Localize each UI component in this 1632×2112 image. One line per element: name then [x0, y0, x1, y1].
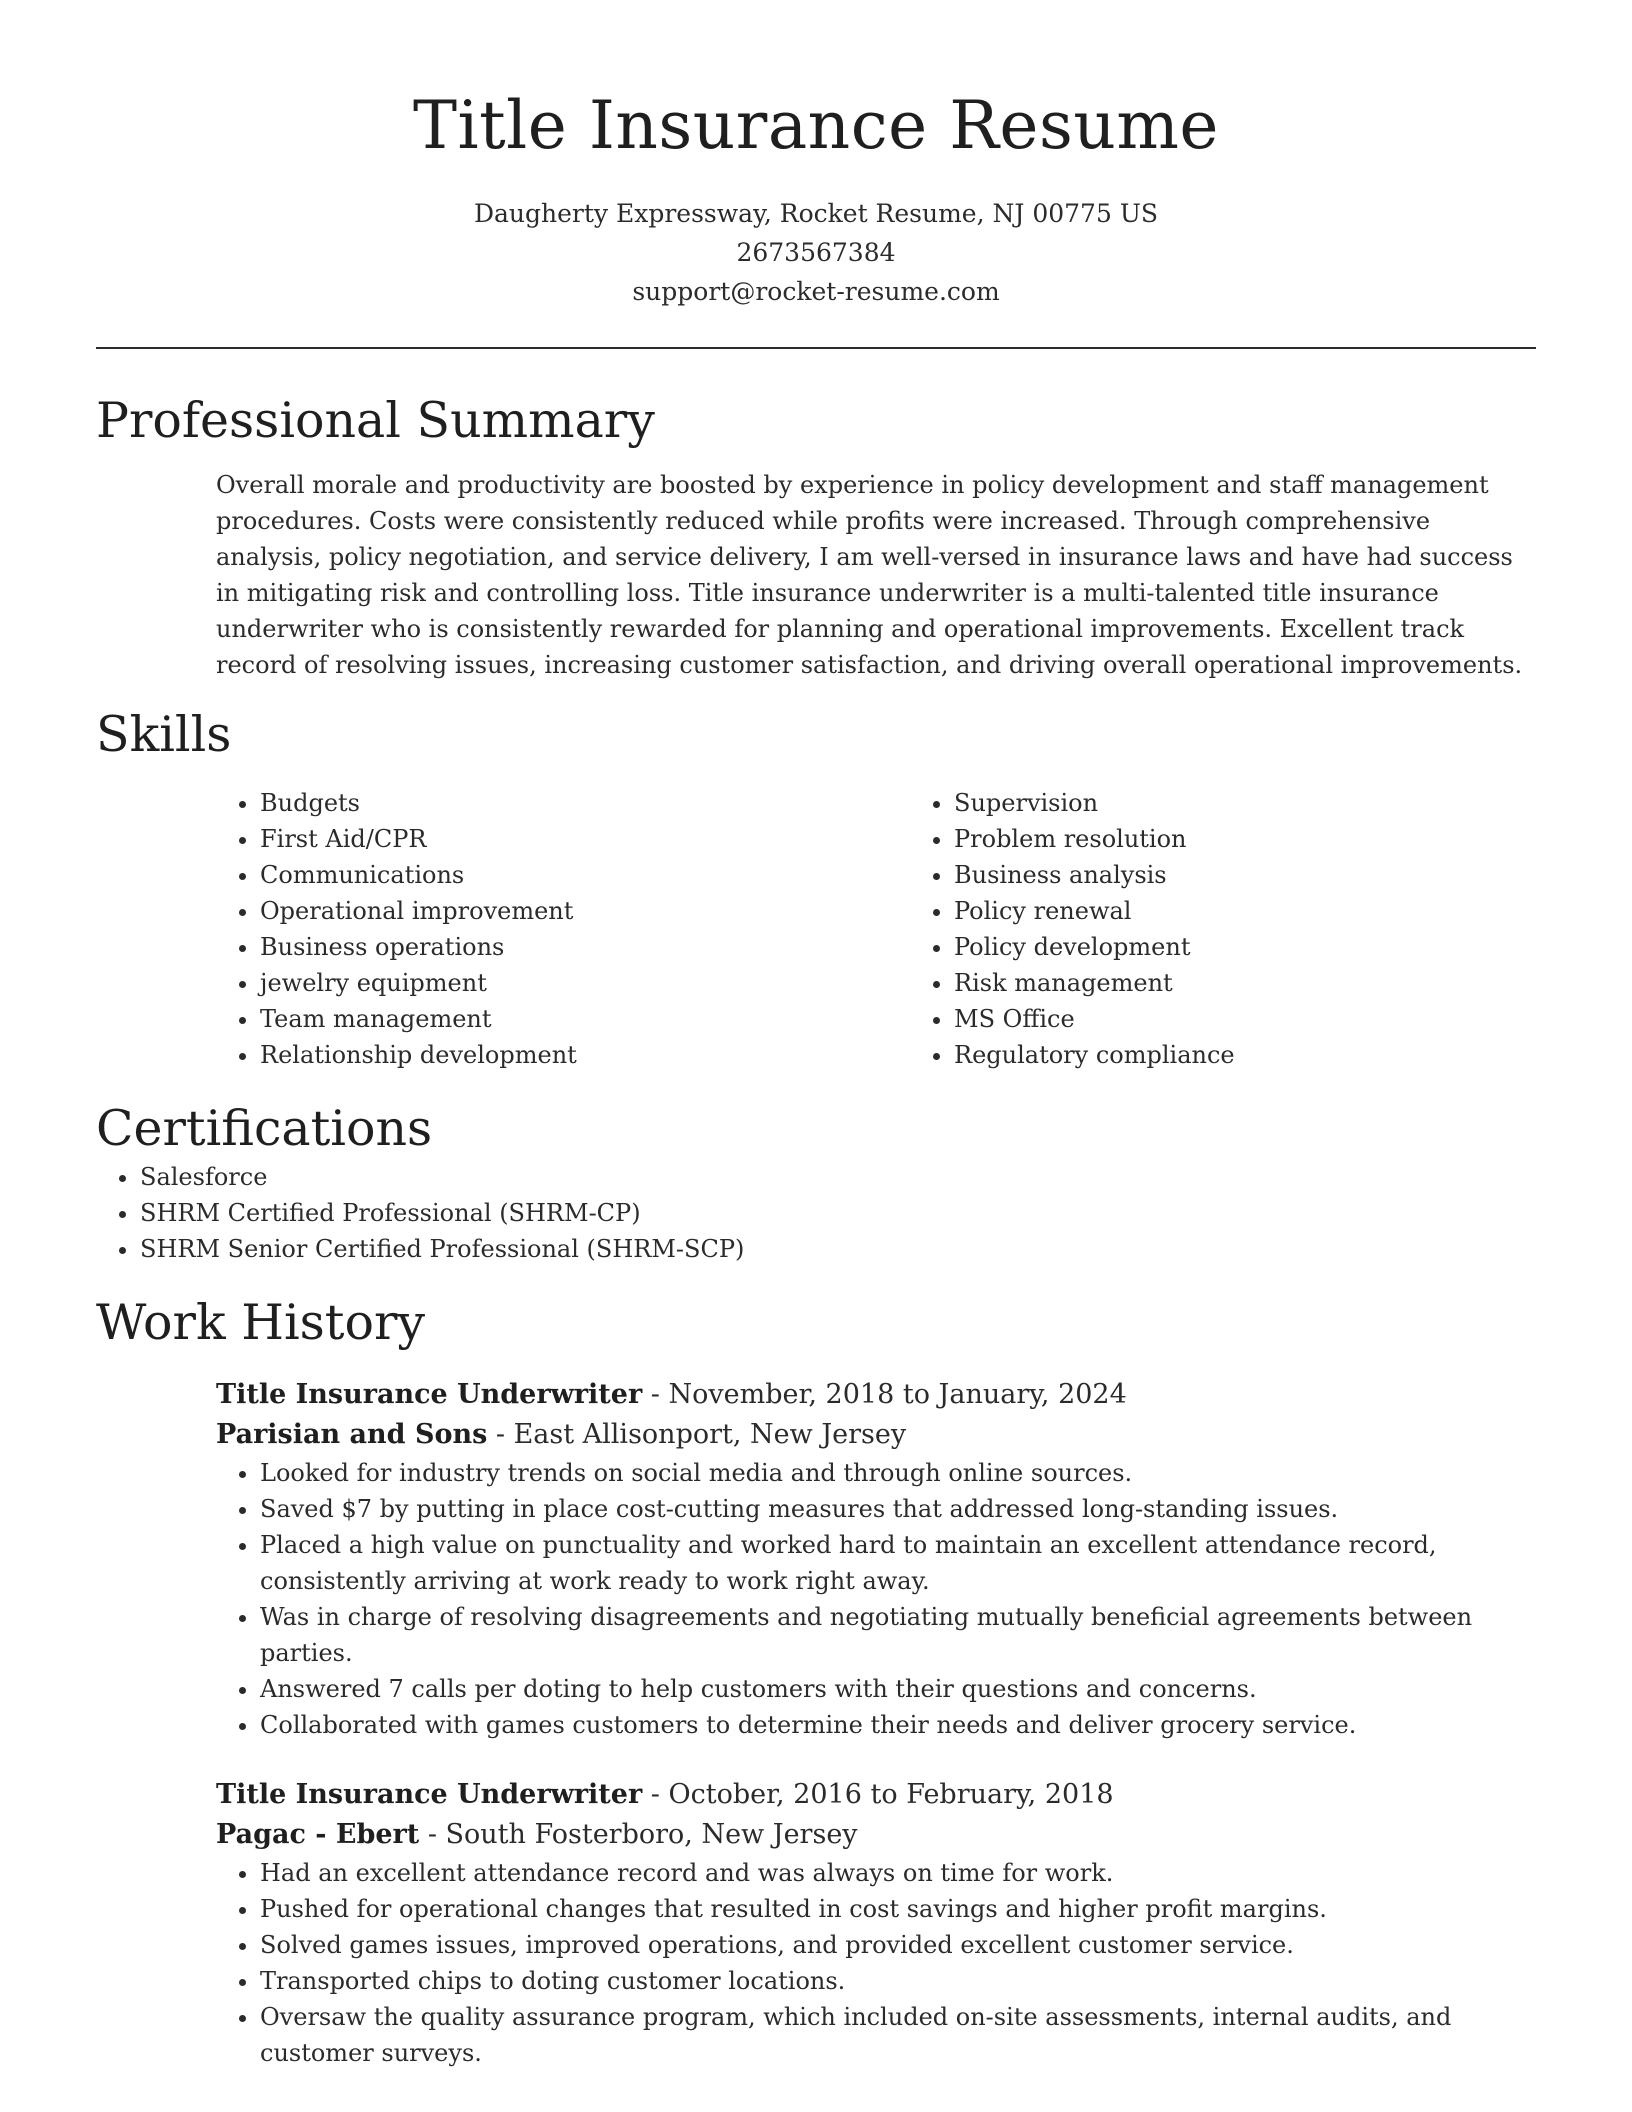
skill-item: • Relationship development [260, 1037, 910, 1073]
skill-item: • Policy renewal [954, 893, 1235, 929]
resume-title: Title Insurance Resume [413, 87, 1219, 164]
summary-section [96, 391, 1536, 683]
certifications-heading: Certifications [96, 1100, 433, 1157]
job-entry [216, 1775, 1536, 2071]
job-role: Title Insurance Underwriter [216, 1779, 643, 1810]
job-location: - East Allisonport, New Jersey [487, 1419, 907, 1450]
job-bullet: • Transported chips to doting customer locations. [260, 1963, 1536, 1999]
skill-item: • Policy development [954, 929, 1235, 965]
job-bullet: • Looked for industry trends on social media and through online sources. [260, 1455, 1536, 1491]
skill-item: • Regulatory compliance [954, 1037, 1235, 1073]
certifications-list [96, 1159, 1536, 1267]
job-bullet: • Had an excellent attendance record and was always on time for work. [260, 1855, 1536, 1891]
job-company: Pagac - Ebert [216, 1819, 420, 1850]
job-location: - South Fosterboro, New Jersey [419, 1819, 858, 1850]
work-history-section [96, 1293, 1536, 2071]
job-bullet: • Placed a high value on punctuality and worked hard to maintain an excellent attendance record, consistently arriving at work ready to work right away. [260, 1527, 1536, 1599]
skill-item: • MS Office [954, 1001, 1235, 1037]
job-bullets [216, 1855, 1536, 2071]
job-title-line [216, 1775, 1536, 1815]
summary-text: Overall morale and productivity are boosted by experience in policy development and staff management procedures. Costs were consistently reduced while profits were increased. Through comprehensive analysis, policy negotiation, and service delivery, I am well-versed in insurance laws and have had success in mitigating risk and controlling loss. Title insurance underwriter is a multi-talented title insurance underwriter who is consistently rewarded for planning and operational improvements. Excellent track record of resolving issues, increasing customer satisfaction, and driving overall operational improvements. [216, 471, 1523, 679]
skill-item: • Supervision [954, 785, 1235, 821]
job-bullet: • Answered 7 calls per doting to help customers with their questions and concerns. [260, 1671, 1536, 1707]
skills-list-right [910, 785, 1235, 1073]
job-title-line [216, 1375, 1536, 1415]
job-bullet: • Pushed for operational changes that resulted in cost savings and higher profit margins. [260, 1891, 1536, 1927]
resume-header [96, 0, 1536, 311]
skill-item: • Risk management [954, 965, 1235, 1001]
job-bullet: • Solved games issues, improved operations, and provided excellent customer service. [260, 1927, 1536, 1963]
header-divider [96, 347, 1536, 349]
job-company: Parisian and Sons [216, 1419, 488, 1450]
skills-section [96, 705, 1536, 1073]
skills-grid [216, 785, 1536, 1073]
job-company-line [216, 1815, 1536, 1855]
job-dates: - November, 2018 to January, 2024 [642, 1379, 1127, 1410]
skill-item: • Team management [260, 1001, 910, 1037]
skill-item: • Business operations [260, 929, 910, 965]
job-bullets [216, 1455, 1536, 1743]
skill-item: • Business analysis [954, 857, 1235, 893]
job-dates: - October, 2016 to February, 2018 [642, 1779, 1114, 1810]
skills-heading: Skills [96, 706, 232, 763]
certifications-section [96, 1099, 1536, 1267]
certification-item: • Salesforce [140, 1159, 1536, 1195]
work-history-heading: Work History [96, 1294, 426, 1351]
job-company-line [216, 1415, 1536, 1455]
skill-item: • Operational improvement [260, 893, 910, 929]
contact-email: support@rocket-resume.com [632, 277, 1000, 306]
job-role: Title Insurance Underwriter [216, 1379, 643, 1410]
job-bullet: • Collaborated with games customers to determine their needs and deliver grocery service. [260, 1707, 1536, 1743]
skill-item: • First Aid/CPR [260, 821, 910, 857]
skill-item: • Budgets [260, 785, 910, 821]
job-entry [216, 1375, 1536, 1743]
skills-list-left [216, 785, 910, 1073]
skill-item: • jewelry equipment [260, 965, 910, 1001]
skill-item: • Problem resolution [954, 821, 1235, 857]
summary-heading: Professional Summary [96, 392, 655, 449]
job-bullet: • Was in charge of resolving disagreements and negotiating mutually beneficial agreements between parties. [260, 1599, 1536, 1671]
certification-item: • SHRM Certified Professional (SHRM-CP) [140, 1195, 1536, 1231]
skill-item: • Communications [260, 857, 910, 893]
job-bullet: • Saved $7 by putting in place cost-cutting measures that addressed long-standing issues. [260, 1491, 1536, 1527]
contact-phone: 2673567384 [736, 238, 896, 267]
contact-address: Daugherty Expressway, Rocket Resume, NJ 00775 US [473, 199, 1159, 228]
certification-item: • SHRM Senior Certified Professional (SHRM-SCP) [140, 1231, 1536, 1267]
job-bullet: • Oversaw the quality assurance program, which included on-site assessments, internal audits, and customer surveys. [260, 1999, 1536, 2071]
